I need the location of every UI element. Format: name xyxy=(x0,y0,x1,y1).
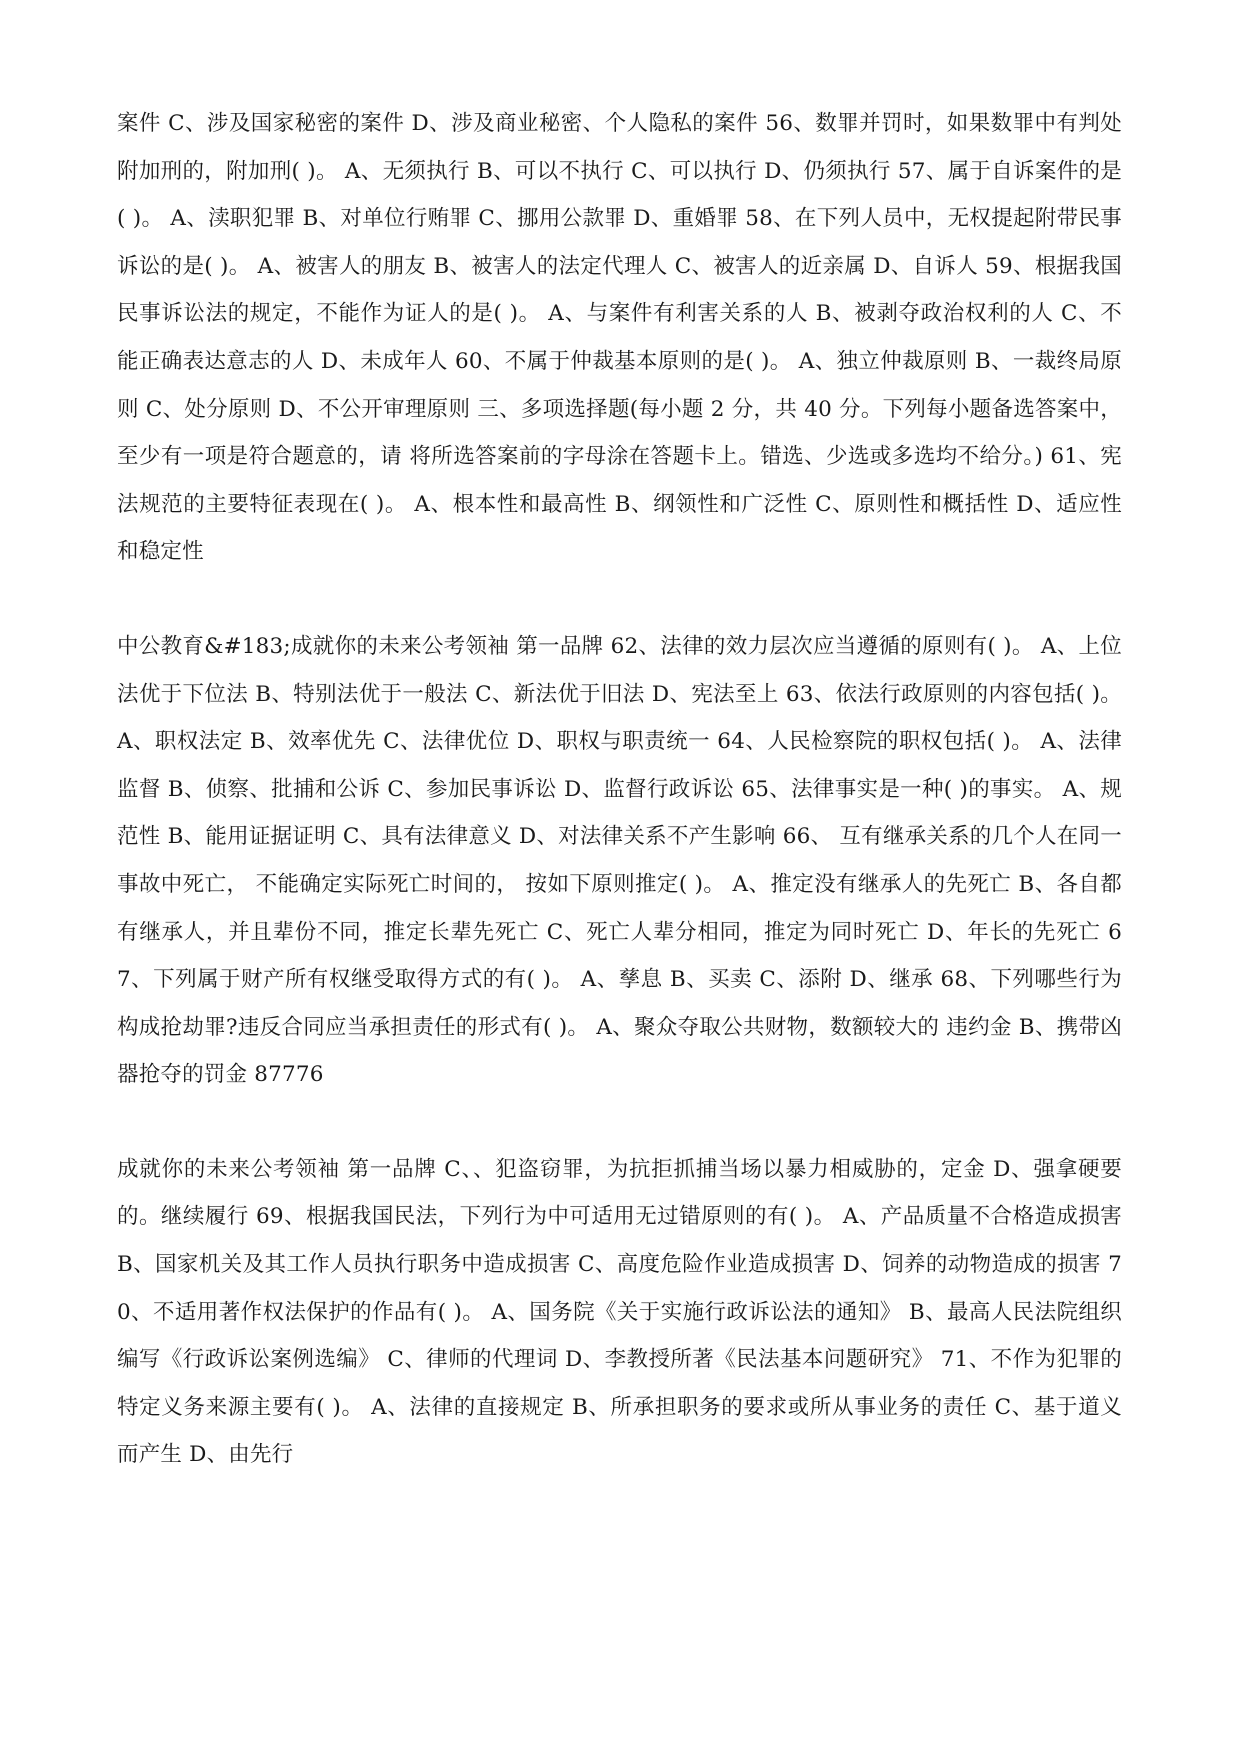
paragraph-2: 中公教育&#183;成就你的未来公考领袖 第一品牌 62、法律的效力层次应当遵循的原则有( )。 A、上位法优于下位法 B、特别法优于一般法 C、新法优于旧法 D、宪法至上 63、依法行政原则的内容包括( )。 A、职权法定 B、效率优先 C、法律优位 D、职权与职责统一 64、人民检察院的职权包括( )。 A、法律监督 B、侦察、批捕和公诉 C、参加民事诉讼 D、监督行政诉讼 65、法律事实是一种( )的事实。 A、规范性 B、能用证据证明 C、具有法律意义 D、对法律关系不产生影响 66、 互有继承关系的几个人在同一事故中死亡， 不能确定实际死亡时间的， 按如下原则推定( )。 A、推定没有继承人的先死亡 B、各自都有继承人，并且辈份不同，推定长辈先死亡 C、死亡人辈分相同，推定为同时死亡 D、年长的先死亡 67、下列属于财产所有权继受取得方式的有( )。 A、孳息 B、买卖 C、添附 D、继承 68、下列哪些行为构成抢劫罪?违反合同应当承担责任的形式有( )。 A、聚众夺取公共财物，数额较大的 违约金 B、携带凶器抢夺的罚金 87776 xyxy=(117,633,1122,1088)
paragraph-3: 成就你的未来公考领袖 第一品牌 C、、犯盗窃罪，为抗拒抓捕当场以暴力相威胁的，定金 D、强拿硬要的。继续履行 69、根据我国民法，下列行为中可适用无过错原则的有( )。 A、产品质量不合格造成损害 B、国家机关及其工作人员执行职务中造成损害 C、高度危险作业造成损害 D、饲养的动物造成的损害 70、不适用著作权法保护的作品有( )。 A、国务院《关于实施行政诉讼法的通知》 B、最高人民法院组织编写《行政诉讼案例选编》 C、律师的代理词 D、李教授所著《民法基本问题研究》 71、不作为犯罪的特定义务来源主要有( )。 A、法律的直接规定 B、所承担职务的要求或所从事业务的责任 C、基于道义而产生 D、由先行 xyxy=(117,1156,1122,1468)
document-page xyxy=(117,100,1122,1479)
paragraph-1: 案件 C、涉及国家秘密的案件 D、涉及商业秘密、个人隐私的案件 56、数罪并罚时，如果数罪中有判处附加刑的，附加刑( )。 A、无须执行 B、可以不执行 C、可以执行 D、仍须执行 57、属于自诉案件的是( )。 A、渎职犯罪 B、对单位行贿罪 C、挪用公款罪 D、重婚罪 58、在下列人员中，无权提起附带民事诉讼的是( )。 A、被害人的朋友 B、被害人的法定代理人 C、被害人的近亲属 D、自诉人 59、根据我国民事诉讼法的规定，不能作为证人的是( )。 A、与案件有利害关系的人 B、被剥夺政治权利的人 C、不能正确表达意志的人 D、未成年人 60、不属于仲裁基本原则的是( )。 A、独立仲裁原则 B、一裁终局原则 C、处分原则 D、不公开审理原则 三、多项选择题(每小题 2 分，共 40 分。下列每小题备选答案中，至少有一项是符合题意的，请 将所选答案前的字母涂在答题卡上。错选、少选或多选均不给分。) 61、宪法规范的主要特征表现在( )。 A、根本性和最高性 B、纲领性和广泛性 C、原则性和概括性 D、适应性和稳定性 xyxy=(117,111,1122,565)
